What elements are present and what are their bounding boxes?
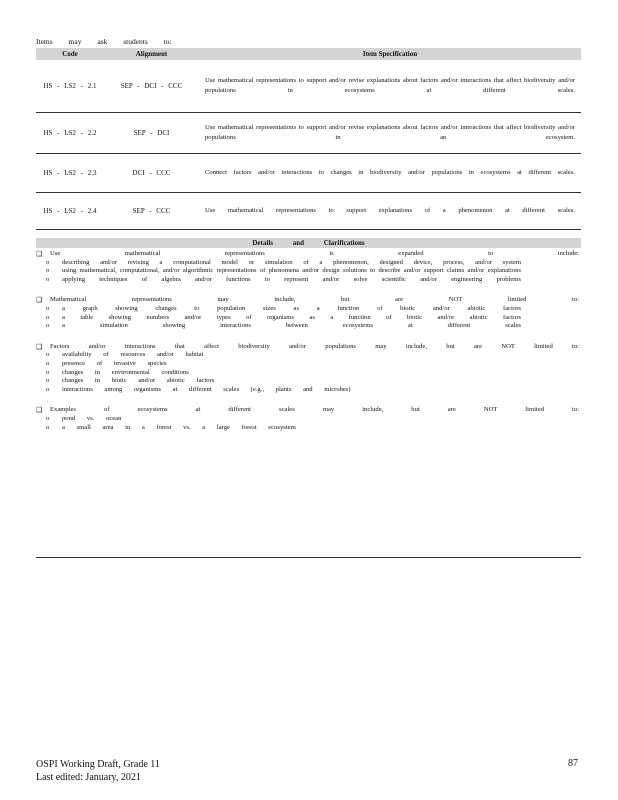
section-heading: Use mathematical representations is expanded to include: <box>50 250 579 257</box>
circle-bullet-icon: o <box>46 275 50 283</box>
list-item-text: using mathematical, computational, and/or algorithmic representations of phenomena and/or design solutions to describe and/or support claims and/or explanations <box>62 267 521 275</box>
section-heading: Examples of ecosystems at different scales may include, but are NOT limited to: <box>50 406 579 414</box>
section-heading: Factors and/or interactions that affect biodiversity and/or populations may include, but are NOT limited to: <box>50 342 579 350</box>
column-header-code: Code <box>36 48 104 60</box>
details-sections <box>36 250 581 444</box>
list-item <box>36 415 581 424</box>
list-item <box>36 267 581 276</box>
list-item-text: pond vs. ocean <box>62 414 122 422</box>
list-item <box>36 276 581 285</box>
checkbox-bullet-icon: ❑ <box>36 406 43 415</box>
row-code: HS - LS2 - 2.3 <box>36 154 104 193</box>
row-alignment: SEP - DCI - CCC <box>104 60 199 113</box>
list-item-text: changes in biotic and/or abiotic factors <box>62 377 215 385</box>
circle-bullet-icon: o <box>46 423 50 431</box>
row-specification: Use mathematical representations to support explanations of a phenomenon at different scales. <box>199 193 581 230</box>
row-code: HS - LS2 - 2.2 <box>36 113 104 154</box>
list-item-text: applying techniques of algebra and/or functions to represent and/or solve scientific and/or engineering problems <box>62 275 521 283</box>
list-item <box>36 386 581 395</box>
circle-bullet-icon: o <box>46 258 50 266</box>
column-header-alignment: Alignment <box>104 48 199 60</box>
footer-last-edited: Last edited: January, 2021 <box>36 772 141 783</box>
list-item <box>36 351 581 360</box>
list-item <box>36 259 581 268</box>
row-code: HS - LS2 - 2.4 <box>36 193 104 230</box>
list-item-text: a table showing numbers and/or types of organisms as a function of biotic and/or abiotic factors <box>62 313 521 321</box>
section-heading: Mathematical representations may include, but are NOT limited to: <box>50 296 579 304</box>
row-code: HS - LS2 - 2.1 <box>36 60 104 113</box>
intro-text: Items may ask students to: <box>36 37 172 46</box>
circle-bullet-icon: o <box>46 414 50 422</box>
page-footer <box>36 758 160 784</box>
list-item <box>36 322 581 331</box>
section-divider <box>36 557 581 558</box>
details-clarifications-header: Details and Clarifications <box>36 238 581 248</box>
circle-bullet-icon: o <box>46 368 50 376</box>
list-item <box>36 305 581 314</box>
item-specification-table <box>36 48 581 230</box>
details-section <box>36 296 581 330</box>
row-specification: Connect factors and/or interactions to changes in biodiversity and/or populations in ecosystems at different scales. <box>199 154 581 193</box>
details-section <box>36 250 581 284</box>
row-alignment: SEP - DCI <box>104 113 199 154</box>
list-item-text: a graph showing changes to population sizes as a function of biotic and/or abiotic factors <box>62 304 521 312</box>
row-alignment: SEP - CCC <box>104 193 199 230</box>
circle-bullet-icon: o <box>46 385 50 393</box>
table-row <box>36 193 581 230</box>
row-specification: Use mathematical representations to support and/or revise explanations about factors and/or interactions that affect biodiversity and/or populations in ecosystems at different scales. <box>199 60 581 113</box>
checkbox-bullet-icon: ❑ <box>36 342 43 351</box>
checkbox-bullet-icon: ❑ <box>36 296 43 305</box>
table-row <box>36 113 581 154</box>
footer-draft-label: OSPI Working Draft, Grade 11 <box>36 759 160 770</box>
list-item <box>36 377 581 386</box>
list-item-text: presence of invasive species <box>62 359 167 367</box>
page-number: 87 <box>568 758 578 769</box>
list-item <box>36 424 581 433</box>
details-section <box>36 343 581 395</box>
list-item <box>36 360 581 369</box>
list-item-text: availability of resources and/or habitat <box>62 351 204 359</box>
column-header-item-specification: Item Specification <box>199 48 581 60</box>
table-row <box>36 60 581 113</box>
circle-bullet-icon: o <box>46 304 50 312</box>
circle-bullet-icon: o <box>46 322 50 330</box>
row-alignment: DCI - CCC <box>104 154 199 193</box>
list-item-text: changes in environmental conditions <box>62 368 189 376</box>
details-section <box>36 406 581 432</box>
table-header-row <box>36 48 581 60</box>
list-item-text: a simulation showing interactions between ecosystems at different scales <box>62 322 521 330</box>
row-specification: Use mathematical representations to support and/or revise explanations about factors and/or interactions that affect biodiversity and/or populations in an ecosystem. <box>199 113 581 154</box>
list-item-text: describing and/or revising a computational model or simulation of a phenomenon, designed device, process, and/or system <box>62 258 521 266</box>
circle-bullet-icon: o <box>46 377 50 385</box>
checkbox-bullet-icon: ❑ <box>36 250 43 258</box>
list-item <box>36 314 581 323</box>
list-item-text: a small area in a forest vs. a large forest ecosystem <box>62 423 296 431</box>
table-row <box>36 154 581 193</box>
circle-bullet-icon: o <box>46 351 50 359</box>
list-item-text: interactions among organisms at different scales (e.g., plants and microbes) <box>62 385 351 393</box>
circle-bullet-icon: o <box>46 313 50 321</box>
circle-bullet-icon: o <box>46 359 50 367</box>
list-item <box>36 369 581 378</box>
circle-bullet-icon: o <box>46 267 50 275</box>
